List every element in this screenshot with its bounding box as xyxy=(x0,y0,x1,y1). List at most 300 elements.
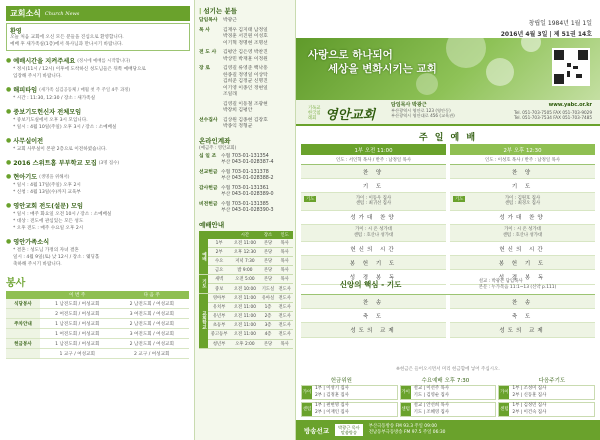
staff-row xyxy=(199,102,292,115)
duty-this-week: 1 남전도회 / 여성교회 xyxy=(40,319,115,329)
staff-title: | 섬기는 분들 xyxy=(199,6,238,15)
duty-group: 주차안내 xyxy=(6,319,40,329)
schedule-cell: 본당 xyxy=(260,247,277,256)
schedule-cell: 오전 5:00 xyxy=(230,275,259,284)
schedule-cell: 전도사 xyxy=(276,302,293,311)
bullet-icon: ● xyxy=(6,137,12,144)
news-item-heading: 중보기도헌신자 전체모임 xyxy=(13,109,82,116)
welcome-line: 예배 후 새가족실(1층)에서 목사님과 만나시기 바랍니다. xyxy=(10,41,123,47)
schedule-cell: 전도사 xyxy=(276,312,293,321)
staff-names: 김영길 이동철 조광현 박장희 김평안 xyxy=(223,101,268,113)
duty-next-week: 2 교구 / 여성교회 xyxy=(115,349,190,359)
duty-this-week: 1 남전도회 / 여성교회 xyxy=(40,339,115,349)
duty-items xyxy=(411,386,496,399)
duty-entry: 2부 | 이건숙 집사 xyxy=(512,409,547,415)
staff-row xyxy=(199,28,292,48)
order-item xyxy=(450,193,595,210)
order-item-detail: 가이 : 시 온 성가대 센텀 : 호산나 성가대 xyxy=(502,227,543,238)
weekly-duty-grid xyxy=(301,385,595,417)
duty-group: 식당봉사 xyxy=(6,299,40,309)
church-address: 담임목사 박광근 부산광역시 영안로 123 (영안동) 부산광역시 영안대로 456 (교육관) xyxy=(391,102,455,119)
table-row xyxy=(199,330,293,339)
account-number: 부산 043-01-028387-4 xyxy=(221,160,274,165)
news-item-body xyxy=(6,117,190,131)
duty-location: 가이 xyxy=(302,386,312,399)
duty-items xyxy=(509,386,594,399)
schedule-cell: 유치부 xyxy=(208,302,230,311)
news-item-line: * 일시 : 매주 화요일 오전 10시 / 장소 : 소예배실 xyxy=(13,212,112,217)
duty-next-week: 2 남전도회 / 여성교회 xyxy=(115,299,190,309)
order-item xyxy=(301,256,446,270)
staff-role: 담임목사 xyxy=(199,18,218,23)
duty-entry: 1부 | 편현명 집사 xyxy=(315,403,349,408)
account-label: 감사헌금 xyxy=(199,185,218,191)
schedule-cell: 수요 xyxy=(208,256,230,265)
order-item-label: 성 경 봉 독 xyxy=(498,274,547,281)
order-item xyxy=(450,165,595,179)
account-number: 부산 043-01-028388-2 xyxy=(221,176,274,181)
news-item-line: * 정시(11시 / 12시) 이후에 도착하신 성도님들은 뒤쪽 예배당으로 xyxy=(13,67,146,72)
duty-box xyxy=(400,385,497,400)
order-item-label: 기 도 xyxy=(511,183,534,190)
schedule-cell: 목사 xyxy=(276,339,293,348)
schedule-cell: 오전 11:00 xyxy=(230,321,259,330)
duty-next-week: 2 남전도회 / 여성교회 xyxy=(115,339,190,349)
table-row xyxy=(6,319,189,329)
news-item-line: 일시 : 4월 9일(토) 낮 12시 / 장소 : 웨딩홀 xyxy=(13,255,100,260)
schedule-cell: 중고등부 xyxy=(208,330,230,339)
service-2-header: 2부 오후 12:30 xyxy=(450,144,595,155)
schedule-cell: 본당 xyxy=(260,266,277,275)
news-item-line: 입장해 주시기 바랍니다. xyxy=(13,74,62,79)
bullet-icon: ● xyxy=(6,108,12,115)
schedule-cell: 유아실 xyxy=(260,293,277,302)
duty-entry: 설교 | 이선주 목사 xyxy=(413,386,450,391)
service-duty-table xyxy=(6,291,189,359)
order-item-label: 성가대 찬양 xyxy=(499,215,546,222)
schedule-cell: 전도사 xyxy=(276,330,293,339)
schedule-cell: 오전 11:00 xyxy=(230,330,259,339)
duty-box xyxy=(400,402,497,417)
table-row xyxy=(199,312,293,321)
account-label: 비전헌금 xyxy=(199,201,218,207)
service-duty-title: 봉사 xyxy=(6,278,26,289)
duty-entry: 기도 | 김영순 집사 xyxy=(413,392,450,398)
news-item-title xyxy=(6,136,190,145)
duty-entry: 1부 | 조성미 집사 xyxy=(512,386,547,391)
news-item-note: (생명을 위해서) xyxy=(39,174,70,180)
order-item-detail: 가이 : 시 온 성가대 센텀 : 호산나 성가대 xyxy=(353,227,394,238)
news-item-title xyxy=(6,201,190,210)
duty-items xyxy=(509,403,594,416)
schedule-cell: 목사 xyxy=(276,239,293,248)
staff-role: 선수집사 xyxy=(199,117,218,123)
account-label: 십 일 조 xyxy=(199,153,217,159)
schedule-col-header xyxy=(199,231,208,239)
qr-code-icon[interactable] xyxy=(552,48,590,86)
order-item-label: 봉 헌 기 도 xyxy=(498,260,547,267)
news-item-heading: 예배시간을 지켜주세요 xyxy=(13,58,76,65)
slogan-banner xyxy=(296,38,600,100)
schedule-cell: 전도사 xyxy=(276,321,293,330)
duty-box xyxy=(301,385,398,400)
account-title: 온라인계좌 xyxy=(199,136,231,145)
account-row xyxy=(199,202,292,215)
table-row xyxy=(199,266,293,275)
duty-entry: 1부 | 김정민 집사 xyxy=(512,403,547,408)
schedule-cell: 오전 10:00 xyxy=(230,284,259,293)
news-item-title xyxy=(6,107,190,116)
account-number: 수협 703-01-131385 xyxy=(221,201,269,207)
schedule-cell: 유년부 xyxy=(208,312,230,321)
account-numbers xyxy=(221,186,274,199)
table-row xyxy=(6,309,189,319)
news-item-line: * 신청 : 4월 13일(수)까지 교육부 xyxy=(13,190,81,195)
order-item-label: 찬 양 xyxy=(511,169,534,176)
sermon-reference: 설교 : 박광근 담임목사 본문 : 누가복음 11:1~13 (신약 p.111) xyxy=(478,279,557,290)
duty-group: 헌금봉사 xyxy=(6,339,40,349)
church-news-column xyxy=(0,0,194,440)
table-row xyxy=(199,339,293,348)
news-item-line: 축하해 주시기 바랍니다. xyxy=(13,262,62,267)
news-item-line: * 오후 전도 : 매주 수요일 오후 2시 xyxy=(13,226,84,231)
broadcast-schedule: 부산극동방송 FM 93.3 주일 09:00 전남동부극동방송 FM 97.5 주일 06:30 xyxy=(368,424,446,435)
news-item-title xyxy=(6,172,190,181)
staff-names: 김영길 류영준 백낙흥 한종길 정영일 이상탁 김희준 김정균 신명진 이기영 이종인 정현일 조일래 xyxy=(223,66,268,97)
schedule-cell: 청년부 xyxy=(208,339,230,348)
church-news-subtitle: Church News xyxy=(44,10,80,17)
news-list xyxy=(6,56,190,268)
schedule-category: 예배 xyxy=(199,239,208,275)
order-item xyxy=(301,242,446,256)
schedule-cell: 본당 xyxy=(260,339,277,348)
service-2 xyxy=(450,144,595,285)
order-item-detail: 가이 : 김원호 집사 센텀 : 최경오 집사 xyxy=(504,195,541,207)
bullet-icon: ● xyxy=(6,86,12,93)
order-item xyxy=(301,193,446,210)
issue-info xyxy=(296,0,600,38)
duty-location: 센텀 xyxy=(499,403,509,416)
account-row xyxy=(199,154,292,167)
order-item xyxy=(301,225,446,242)
sermon-title: 신앙의 핵심 - 기도 xyxy=(339,280,402,289)
duty-col-header: 다 음 주 xyxy=(115,291,190,299)
duty-head: 다음주기도 xyxy=(538,378,566,384)
bullet-icon: ● xyxy=(6,202,12,209)
order-item: 성도의 교제 xyxy=(301,323,446,337)
church-news-title: 교회소식 xyxy=(10,9,41,18)
duty-entry: 설교 | 안선희 목사 xyxy=(413,403,450,408)
staff-role xyxy=(199,102,223,115)
news-item-heading: 영안교회 전도(설문) 모임 xyxy=(13,203,83,210)
welcome-box xyxy=(6,23,190,51)
schedule-cell: 목사 xyxy=(276,266,293,275)
staff-row xyxy=(199,50,292,63)
order-item: 축 도 xyxy=(450,309,595,323)
schedule-cell: 기도실 xyxy=(260,284,277,293)
account-numbers xyxy=(221,154,274,167)
staff-row xyxy=(199,18,292,25)
order-item-label: 헌신의 시간 xyxy=(499,246,546,253)
duty-head: 헌금위원 xyxy=(330,378,352,384)
schedule-cell: 본당 xyxy=(260,239,277,248)
schedule-cell: 1층 xyxy=(260,302,277,311)
schedule-cell: 본당 xyxy=(260,256,277,265)
order-tag: 기도 xyxy=(455,197,464,203)
account-row xyxy=(199,186,292,199)
church-slogan: 사랑으로 하나되어 세상을 변화시키는 교회 xyxy=(308,49,437,75)
news-item-note: (3명 접수) xyxy=(98,160,120,166)
duty-location: 가이 xyxy=(401,386,411,399)
duty-col-header: 이 번 주 xyxy=(40,291,115,299)
news-item-line: * 시간 : 11:30, 12:30 / 장소 : 새가족실 xyxy=(13,96,96,101)
weekly-duty-headers xyxy=(296,376,600,384)
news-item-note: (새가족 섬김공동체 / 매월 첫 주 주일 4주 과정) xyxy=(39,87,131,93)
order-item: 성도의 교제 xyxy=(450,323,595,337)
news-item-title xyxy=(6,237,190,246)
staff-names: 박광근 xyxy=(223,18,237,23)
account-row xyxy=(199,170,292,183)
schedule-cell: 전도사 xyxy=(276,284,293,293)
duty-group xyxy=(6,329,40,339)
schedule-cell: 저녁 7:30 xyxy=(230,256,259,265)
schedule-category: 교회학교 xyxy=(199,293,208,348)
table-row xyxy=(6,299,189,309)
table-row xyxy=(199,256,293,265)
bullet-icon: ● xyxy=(6,173,12,180)
duty-this-week: 1 여전도회 / 여성교회 xyxy=(40,329,115,339)
news-item-line: * 교회 사무실이 본관 2층으로 이전하였습니다. xyxy=(13,147,107,152)
service-1-leader: 인도 : 서인혁 목사 / 반주 : 남정일 목사 xyxy=(301,155,446,165)
schedule-cell: 새벽 xyxy=(208,275,230,284)
order-item-detail: 가이 : 이동우 집사 센텀 : 최귀선 집사 xyxy=(355,195,392,207)
schedule-cell: 본당 xyxy=(260,275,277,284)
news-item-line: * 일시 : 4월 17일(주일) 오후 2시 xyxy=(13,183,81,188)
schedule-col-header: 장소 xyxy=(260,231,277,239)
table-row xyxy=(199,275,293,284)
schedule-cell: 목사 xyxy=(276,275,293,284)
order-item xyxy=(450,256,595,270)
account-note: (예금주 : 영안교회) xyxy=(199,145,237,151)
account-numbers xyxy=(221,202,274,215)
order-item-label: 찬 양 xyxy=(362,169,385,176)
news-item-heading: 사무실이전 xyxy=(13,138,44,145)
duty-this-week: 1 남전도회 / 여성교회 xyxy=(40,299,115,309)
staff-names: 김평안 김은영 박찬진 박상민 박재훈 이정원 xyxy=(223,50,268,62)
schedule-cell: 1부 xyxy=(208,239,230,248)
duty-entry: 2부 | 신동훈 집사 xyxy=(512,392,547,398)
worship-order-column xyxy=(296,0,600,440)
staff-role: 장 로 xyxy=(199,66,210,71)
duty-group xyxy=(6,349,40,359)
table-row xyxy=(199,247,293,256)
account-number: 수협 703-01-131354 xyxy=(221,153,269,159)
duty-next-week: 3 여전도회 / 여성교회 xyxy=(115,329,190,339)
sermon-block xyxy=(301,275,595,338)
duty-location: 센텀 xyxy=(302,403,312,416)
order-tag: 기도 xyxy=(306,197,315,203)
duty-entry: 1부 | 이성기 집사 xyxy=(315,386,349,391)
duty-group xyxy=(6,309,40,319)
service-1 xyxy=(301,144,446,285)
bullet-icon: ● xyxy=(6,57,12,64)
duty-entry: 기도 | 조혜영 집사 xyxy=(413,409,450,415)
duty-entry: 2부 | 이재인 집사 xyxy=(315,409,349,415)
duty-this-week: 1 교구 / 여성교회 xyxy=(40,349,115,359)
staff-names: 김재우 김지태 남정일 박경훈 서진원 이성호 이기혁 정명현 조명선 xyxy=(223,27,268,46)
order-item: 찬 송 xyxy=(450,295,595,309)
church-news-header xyxy=(6,6,190,21)
schedule-cell: 금요 xyxy=(208,266,230,275)
duty-col-header xyxy=(6,291,40,299)
welcome-title: 환영 xyxy=(10,28,22,35)
schedule-cell: 2층 xyxy=(260,312,277,321)
service-1-header: 1부 오전 11:00 xyxy=(301,144,446,155)
news-item-body xyxy=(6,95,190,102)
news-item-body xyxy=(6,146,190,153)
staff-role: 전 도 사 xyxy=(199,50,217,55)
schedule-cell: 2부 xyxy=(208,247,230,256)
duty-this-week: 2 여전도회 / 여성교회 xyxy=(40,309,115,319)
news-item-heading: 현아기도 xyxy=(13,174,38,181)
news-item-body xyxy=(6,247,190,268)
news-item-line: * 대상 : 전도에 관심있는 모든 성도 xyxy=(13,219,84,224)
order-item-label: 기 도 xyxy=(362,183,385,190)
schedule-col-header: 인도 xyxy=(276,231,293,239)
staff-list xyxy=(199,18,292,131)
schedule-cell: 밤 9:00 xyxy=(230,266,259,275)
service-2-leader: 인도 : 이성호 목사 / 반주 : 남정일 목사 xyxy=(450,155,595,165)
schedule-col-header: 시간 xyxy=(230,231,259,239)
bullet-icon: ● xyxy=(6,238,12,245)
broadcast-label: 방송선교 xyxy=(304,426,330,435)
church-identity xyxy=(296,100,600,126)
welcome-line: 오늘 처음 교회에 오신 모든 분들을 진심으로 환영합니다. xyxy=(10,35,124,40)
weekly-schedule-table xyxy=(199,231,293,349)
table-row xyxy=(199,302,293,311)
duty-box xyxy=(498,402,595,417)
duty-location: 센텀 xyxy=(401,403,411,416)
schedule-cell: 초등부 xyxy=(208,321,230,330)
order-item xyxy=(450,242,595,256)
duty-box xyxy=(498,385,595,400)
schedule-cell: 전도사 xyxy=(276,293,293,302)
news-item-body xyxy=(6,211,190,232)
order-item xyxy=(301,211,446,225)
staff-role: 목 사 xyxy=(199,27,210,33)
news-item-title xyxy=(6,85,190,94)
order-item xyxy=(450,179,595,193)
schedule-cell: 목사 xyxy=(276,256,293,265)
order-item-label: 헌신의 시간 xyxy=(350,246,397,253)
news-item-line: * 일시 : 4월 10일(주일) 오후 3시 / 장소 : 소예배실 xyxy=(13,125,117,130)
church-website-link[interactable]: www.yabc.or.kr xyxy=(548,102,592,108)
order-item xyxy=(301,165,446,179)
broadcast-footer xyxy=(296,420,600,440)
table-row xyxy=(199,284,293,293)
account-numbers xyxy=(221,170,274,183)
church-phone: Tel. 051-703-7505 FAX 051-703-9029 Tel. 051-703-7534 FAX 051-703-7485 xyxy=(514,110,592,121)
order-item: 축 도 xyxy=(301,309,446,323)
account-label: 선교헌금 xyxy=(199,169,218,175)
order-item: 찬 송 xyxy=(301,295,446,309)
offering-note: ※헌금은 들어오시면서 미리 헌금함에 넣어 주십시오. xyxy=(396,367,500,372)
schedule-cell: 오후 12:30 xyxy=(230,247,259,256)
table-row xyxy=(6,339,189,349)
church-logo: 기독교 한국침례회 영안교회 xyxy=(308,106,376,123)
order-item-label: 봉 헌 기 도 xyxy=(349,260,398,267)
schedule-cell: 오전 11:00 xyxy=(230,302,259,311)
news-item-note: (정시에 예배를 시작합니다) xyxy=(77,58,131,64)
staff-names: 김상원 김종현 김장호 박종익 정형균 xyxy=(223,117,268,129)
schedule-cell: 오전 11:00 xyxy=(230,312,259,321)
news-item-title xyxy=(6,56,190,65)
duty-next-week: 2 남전도회 / 여성교회 xyxy=(115,319,190,329)
weekly-schedule-title: 예배안내 xyxy=(199,220,225,229)
table-row xyxy=(6,349,189,359)
order-item xyxy=(450,211,595,225)
bullet-icon: ● xyxy=(6,159,12,166)
news-item-body xyxy=(6,66,190,80)
duty-items xyxy=(312,403,397,416)
news-item-line: * 중보기도실에서 오후 3시 모입니다. xyxy=(13,118,88,123)
schedule-cell: 오후 2:00 xyxy=(230,339,259,348)
table-row xyxy=(6,329,189,339)
news-item-heading: 영안가족소식 xyxy=(13,239,50,246)
schedule-cell: 목사 xyxy=(276,247,293,256)
news-item-body xyxy=(6,182,190,196)
schedule-cell: 중보 xyxy=(208,284,230,293)
order-item xyxy=(450,225,595,242)
schedule-col-header xyxy=(208,231,230,239)
issue-date: 2016년 4월 3일 | 제 51권 14호 xyxy=(500,31,592,38)
staff-column xyxy=(194,0,296,440)
account-number: 수협 703-01-131361 xyxy=(221,185,269,191)
schedule-cell: 오전 11:00 xyxy=(230,293,259,302)
duty-items xyxy=(312,386,397,399)
duty-head: 수요예배 오후 7:30 xyxy=(421,378,470,384)
duty-box xyxy=(301,402,398,417)
duty-entry: 2부 | 김정훈 집사 xyxy=(315,392,349,398)
staff-row xyxy=(199,66,292,99)
table-row xyxy=(199,321,293,330)
order-item xyxy=(301,179,446,193)
schedule-cell: 오전 11:00 xyxy=(230,239,259,248)
schedule-cell: 3층 xyxy=(260,321,277,330)
staff-row xyxy=(199,118,292,131)
account-list xyxy=(199,154,292,215)
account-number: 수협 703-01-131378 xyxy=(221,169,269,175)
news-item-line: * 결혼 : 성도님 가정의 자녀 결혼 xyxy=(13,248,79,253)
schedule-cell: 영아부 xyxy=(208,293,230,302)
duty-items xyxy=(411,403,496,416)
account-number: 부산 043-01-028389-0 xyxy=(221,192,274,197)
news-item-heading: 2016 스위트홈 부부학교 모집 xyxy=(13,160,97,167)
order-item-label: 성가대 찬양 xyxy=(350,215,397,222)
table-row xyxy=(199,239,293,248)
news-item-heading: 해피타임 xyxy=(13,87,38,94)
duty-location: 가이 xyxy=(499,386,509,399)
schedule-cell: 4층 xyxy=(260,330,277,339)
order-item-label: 성 경 봉 독 xyxy=(349,274,398,281)
schedule-category: 기도 xyxy=(199,275,208,293)
founding-date: 창립일 1984년 1월 1일 xyxy=(528,20,592,27)
news-item-title xyxy=(6,158,190,167)
table-row xyxy=(199,293,293,302)
duty-next-week: 3 여전도회 / 여성교회 xyxy=(115,309,190,319)
sunday-worship-title: 주 일 예 배 xyxy=(418,133,478,143)
broadcast-program: 박광근 목사 말씀방송 xyxy=(335,424,363,436)
